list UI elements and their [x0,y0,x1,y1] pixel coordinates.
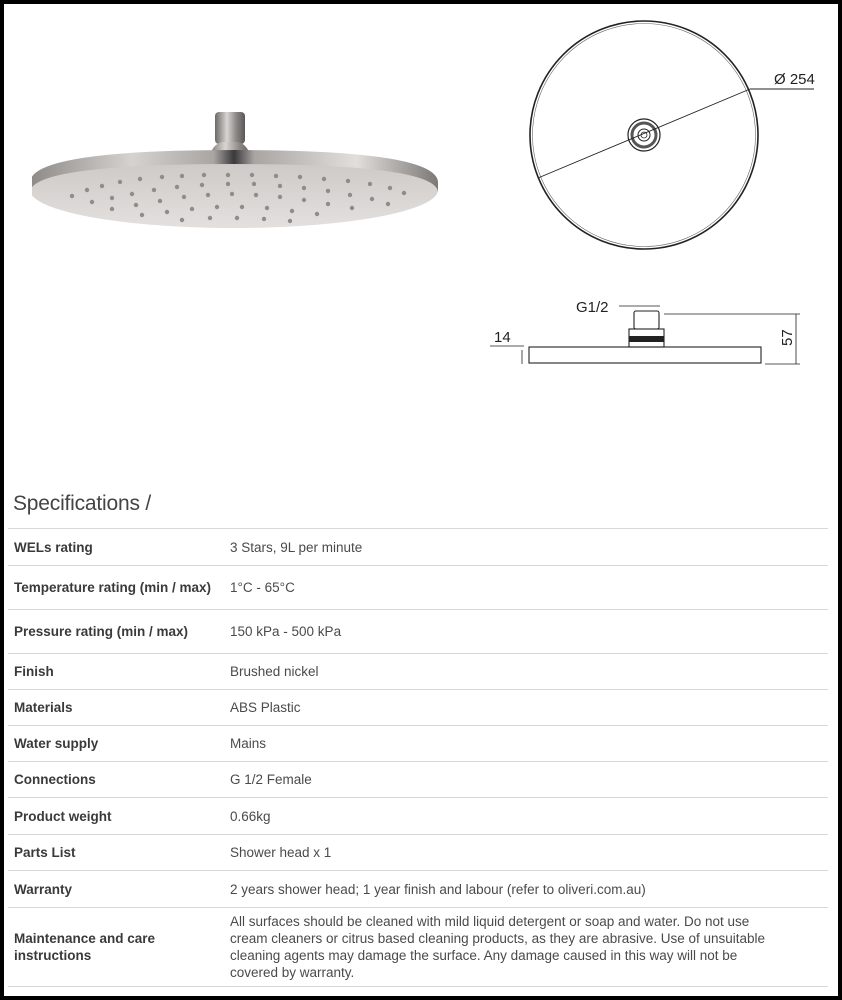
overall-height-label: 57 [779,329,796,346]
spec-row-water-supply [8,726,828,762]
spec-label: Warranty [14,881,73,897]
spec-row-parts-list [8,835,828,871]
specifications-table [8,528,828,987]
connector-band [629,336,664,342]
spec-value: G 1/2 Female [230,772,312,787]
spec-value: 150 kPa - 500 kPa [230,624,342,639]
spec-value: Brushed nickel [230,664,319,679]
side-view-drawing [474,284,838,394]
spec-row-wels-rating [8,529,828,566]
spec-label: Pressure rating (min / max) [14,624,189,639]
dimension-lines [490,306,800,364]
spec-label: Parts List [14,845,76,860]
spec-value: Shower head x 1 [230,845,332,860]
spec-value: 2 years shower head; 1 year finish and labour (refer to oliveri.com.au) [230,881,646,897]
spec-row-materials [8,690,828,726]
spec-value: 1°C - 65°C [230,580,295,595]
product-photo [32,112,492,262]
spec-label: Materials [14,700,73,715]
spec-row-connections [8,762,828,798]
plan-view-drawing [524,14,824,274]
spec-label: Maintenance and care instructions [14,931,156,963]
spec-row-warranty [8,871,828,908]
spec-label: Product weight [14,808,112,824]
spec-value: 3 Stars, 9L per minute [230,539,363,555]
spec-value: ABS Plastic [230,700,301,715]
diameter-label: Ø 254 [774,71,815,88]
spec-row-product-weight [8,798,828,835]
spec-row-finish [8,654,828,690]
head-thickness-label: 14 [494,329,511,346]
spec-label: Connections [14,772,96,787]
spec-label: Temperature rating (min / max) [14,580,212,595]
page-frame [4,4,838,996]
spec-value: All surfaces should be cleaned with mild liquid detergent or soap and water. Do not use cream cleaners or citrus based cleaning products, as they are abrasive. Use of unsuitable cleaning agents may damage the surface. Any damage caused in this way will not be covered by warranty. [230,914,766,980]
plan-outline [530,21,758,249]
spec-row-pressure-rating [8,610,828,654]
spec-value: 0.66kg [230,808,271,824]
specifications-heading: Specifications / [13,492,152,515]
spec-row-maintenance [8,908,828,987]
spec-label: Finish [14,664,54,679]
diameter-dimension [538,89,814,178]
spec-value: Mains [230,736,267,751]
thread-label: G1/2 [576,299,609,316]
spec-row-temperature-rating [8,566,828,610]
spec-label: Water supply [14,736,99,751]
spec-label: WELs rating [14,539,93,555]
